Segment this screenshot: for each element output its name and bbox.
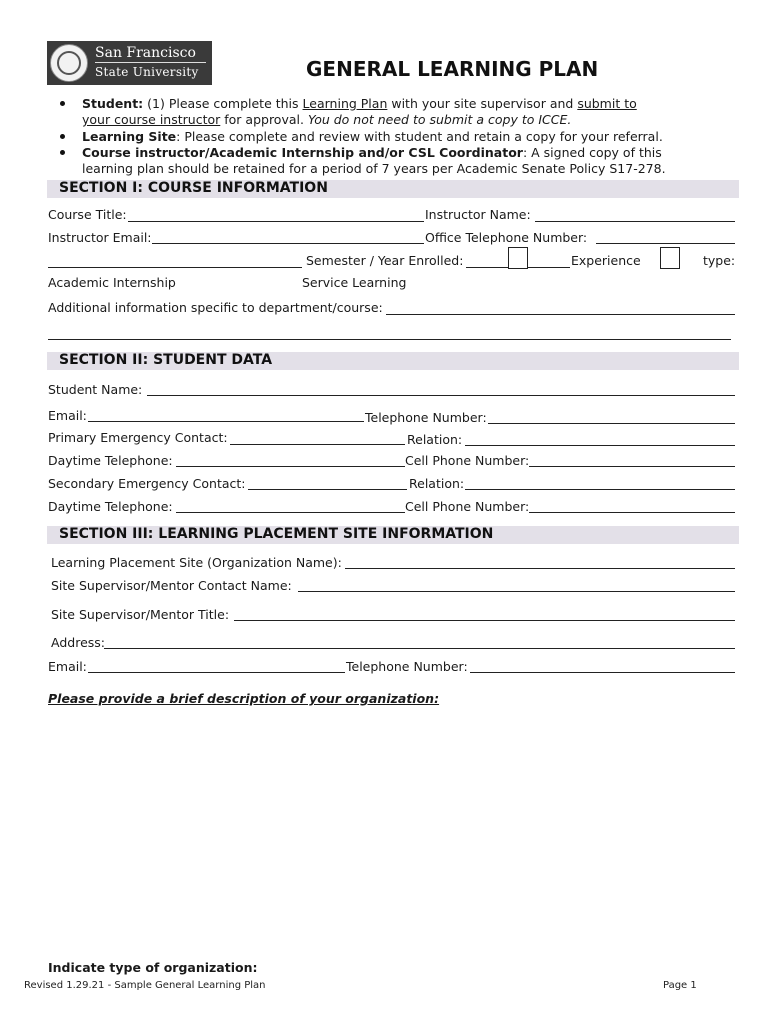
section-1-title: SECTION I: COURSE INFORMATION bbox=[59, 180, 328, 196]
service-learning-label: Service Learning bbox=[302, 275, 407, 290]
address-label: Address: bbox=[51, 635, 105, 650]
daytime-phone-label: Daytime Telephone: bbox=[48, 453, 173, 468]
instructor-email-label: Instructor Email: bbox=[48, 230, 152, 245]
office-phone-field[interactable] bbox=[596, 243, 735, 244]
supervisor-name-label: Site Supervisor/Mentor Contact Name: bbox=[51, 578, 292, 593]
instruction-site bbox=[82, 129, 663, 144]
bullet-icon bbox=[60, 134, 65, 139]
organization-type-prompt: Indicate type of organization: bbox=[48, 960, 258, 975]
academic-internship-label: Academic Internship bbox=[48, 275, 176, 290]
additional-info-field-2[interactable] bbox=[48, 339, 731, 340]
student-email-field[interactable] bbox=[88, 421, 364, 422]
daytime-phone-2-field[interactable] bbox=[176, 512, 405, 513]
secondary-relation-label: Relation: bbox=[409, 476, 465, 491]
supervisor-title-label: Site Supervisor/Mentor Title: bbox=[51, 607, 230, 622]
cell-phone-field[interactable] bbox=[529, 466, 735, 467]
additional-info-field[interactable] bbox=[386, 314, 735, 315]
student-text: (1) Please complete this bbox=[143, 96, 303, 111]
student-name-label: Student Name: bbox=[48, 382, 143, 397]
instruction-student-line-2 bbox=[82, 112, 571, 127]
student-email-label: Email: bbox=[48, 408, 87, 423]
primary-contact-field[interactable] bbox=[230, 444, 405, 445]
site-name-field[interactable] bbox=[345, 568, 735, 569]
cell-phone-label: Cell Phone Number: bbox=[405, 453, 530, 468]
site-text: : Please complete and review with student and retain a copy for your referral. bbox=[176, 129, 663, 144]
coordinator-label: Course instructor/Academic Internship and/or CSL Coordinator bbox=[82, 145, 523, 160]
site-name-label: Learning Placement Site (Organization Name): bbox=[51, 555, 342, 570]
address-field[interactable] bbox=[104, 648, 735, 649]
logo-line-1: San Francisco bbox=[95, 45, 196, 61]
office-phone-label: Office Telephone Number: bbox=[425, 230, 588, 245]
experience-label: Experience bbox=[571, 253, 641, 268]
section-3-header bbox=[47, 526, 739, 544]
section-2-header bbox=[47, 352, 739, 370]
bullet-icon bbox=[60, 101, 65, 106]
submit-to-link[interactable]: submit to bbox=[577, 96, 637, 111]
site-telephone-field[interactable] bbox=[470, 672, 735, 673]
student-text-3: for approval. bbox=[220, 112, 308, 127]
course-instructor-link[interactable]: your course instructor bbox=[82, 112, 221, 127]
logo-line-2: State University bbox=[95, 65, 199, 79]
site-email-field[interactable] bbox=[88, 672, 345, 673]
student-telephone-label: Telephone Number: bbox=[365, 410, 487, 425]
secondary-relation-field[interactable] bbox=[465, 489, 735, 490]
instructor-name-field[interactable] bbox=[535, 221, 735, 222]
organization-description-area[interactable] bbox=[48, 712, 735, 952]
semester-prefix-field[interactable] bbox=[48, 267, 302, 268]
bullet-icon bbox=[60, 150, 65, 155]
site-email-label: Email: bbox=[48, 659, 87, 674]
secondary-contact-label: Secondary Emergency Contact: bbox=[48, 476, 246, 491]
instruction-coordinator-line-2: learning plan should be retained for a period of 7 years per Academic Senate Policy S17-278. bbox=[82, 161, 666, 176]
learning-plan-link[interactable]: Learning Plan bbox=[302, 96, 388, 111]
primary-relation-field[interactable] bbox=[465, 445, 735, 446]
type-label: type: bbox=[703, 253, 736, 268]
instruction-coordinator bbox=[82, 145, 662, 160]
section-2-title: SECTION II: STUDENT DATA bbox=[59, 352, 273, 368]
daytime-phone-2-label: Daytime Telephone: bbox=[48, 499, 173, 514]
primary-contact-label: Primary Emergency Contact: bbox=[48, 430, 228, 445]
supervisor-title-field[interactable] bbox=[234, 620, 735, 621]
section-1-header bbox=[47, 180, 739, 198]
coordinator-text: : A signed copy of this bbox=[522, 145, 662, 160]
page-number: Page 1 bbox=[663, 980, 697, 991]
semester-year-label: Semester / Year Enrolled: bbox=[306, 253, 464, 268]
student-label: Student: bbox=[82, 96, 144, 111]
cell-phone-2-field[interactable] bbox=[529, 512, 735, 513]
organization-description-prompt: Please provide a brief description of your organization: bbox=[48, 691, 440, 706]
instructor-email-field[interactable] bbox=[152, 243, 424, 244]
site-telephone-label: Telephone Number: bbox=[346, 659, 468, 674]
secondary-contact-field[interactable] bbox=[248, 489, 407, 490]
academic-internship-checkbox[interactable] bbox=[508, 247, 528, 269]
service-learning-checkbox[interactable] bbox=[660, 247, 680, 269]
daytime-phone-field[interactable] bbox=[176, 466, 405, 467]
instructor-name-label: Instructor Name: bbox=[425, 207, 531, 222]
university-seal-icon bbox=[50, 44, 88, 82]
course-title-label: Course Title: bbox=[48, 207, 127, 222]
student-text-2: with your site supervisor and bbox=[387, 96, 578, 111]
cell-phone-2-label: Cell Phone Number: bbox=[405, 499, 530, 514]
page-title: GENERAL LEARNING PLAN bbox=[306, 57, 599, 81]
student-name-field[interactable] bbox=[147, 395, 735, 396]
instruction-student bbox=[82, 96, 637, 111]
section-3-title: SECTION III: LEARNING PLACEMENT SITE INFORMATION bbox=[59, 526, 494, 542]
icce-note: You do not need to submit a copy to ICCE. bbox=[307, 112, 572, 127]
site-label: Learning Site bbox=[82, 129, 177, 144]
course-title-field[interactable] bbox=[128, 221, 424, 222]
primary-relation-label: Relation: bbox=[407, 432, 463, 447]
supervisor-name-field[interactable] bbox=[298, 591, 735, 592]
additional-info-label: Additional information specific to department/course: bbox=[48, 300, 383, 315]
university-logo bbox=[47, 41, 212, 85]
revision-note: Revised 1.29.21 - Sample General Learning Plan bbox=[24, 980, 266, 991]
student-telephone-field[interactable] bbox=[488, 423, 735, 424]
